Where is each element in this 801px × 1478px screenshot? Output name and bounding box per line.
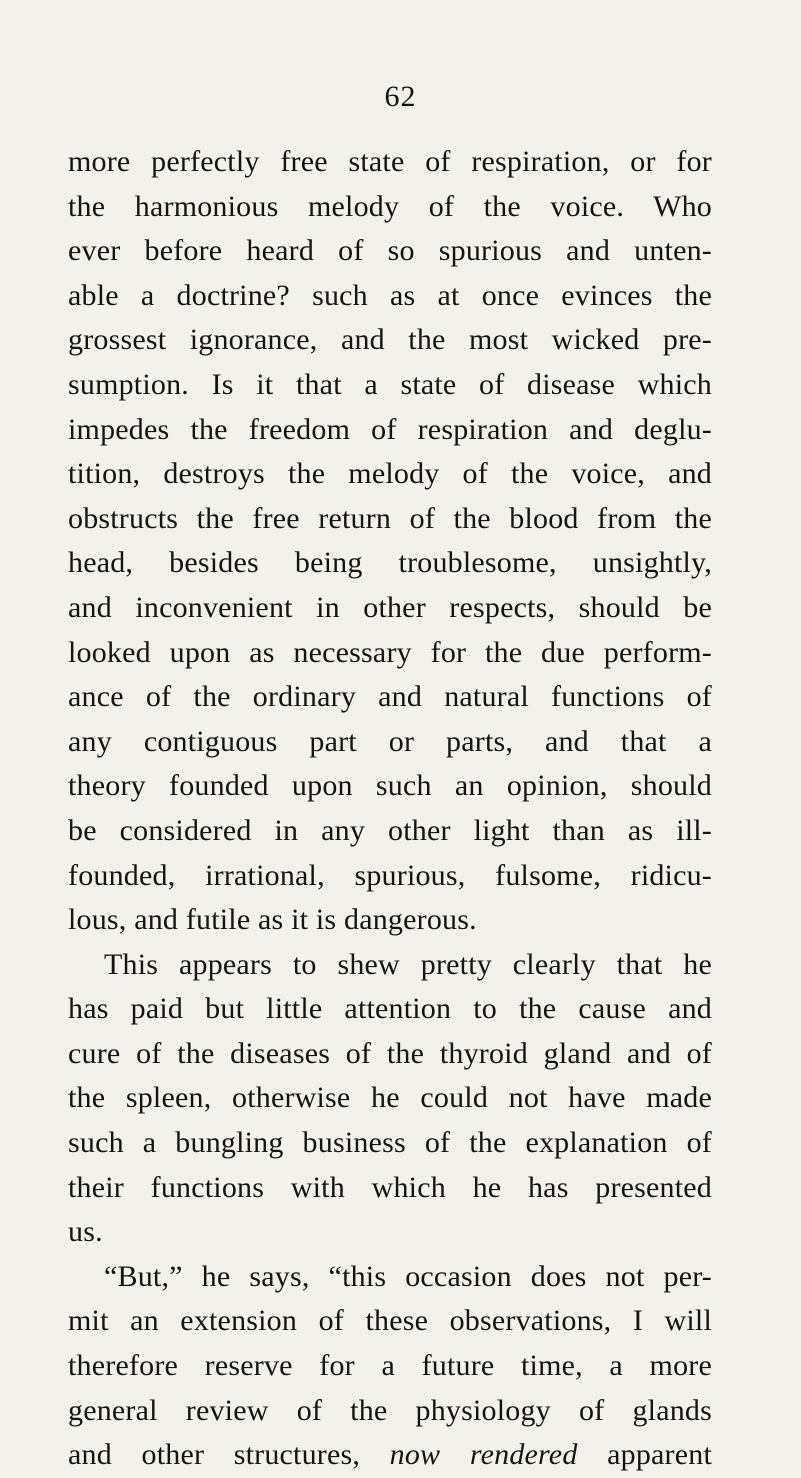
text-line: tition, destroys the melody of the voice, and bbox=[68, 457, 712, 491]
text-line: the spleen, otherwise he could not have made bbox=[68, 1081, 712, 1115]
text-line: theory founded upon such an opinion, should bbox=[68, 769, 712, 803]
text-line: cure of the diseases of the thyroid gland and of bbox=[68, 1036, 712, 1070]
text-line: more perfectly free state of respiration, or for bbox=[68, 145, 712, 178]
text-line: able a doctrine? such as at once evinces the bbox=[68, 278, 712, 312]
text-line: impedes the freedom of respiration and deglu- bbox=[68, 412, 712, 446]
text-line: grossest ignorance, and the most wicked pre- bbox=[68, 323, 712, 357]
text-line: sumption. Is it that a state of disease which bbox=[68, 367, 712, 401]
body-text bbox=[68, 140, 712, 1478]
text-line: their functions with which he has presented bbox=[68, 1170, 712, 1204]
final-line-start: and other structures, bbox=[68, 1438, 361, 1472]
paragraph-end-line: us. bbox=[68, 1215, 103, 1249]
text-line: ance of the ordinary and natural functions of bbox=[68, 680, 712, 714]
text-line: the harmonious melody of the voice. Who bbox=[68, 189, 712, 223]
text-line: general review of the physiology of glands bbox=[68, 1393, 712, 1427]
final-line-end: apparent bbox=[607, 1438, 712, 1472]
text-line: looked upon as necessary for the due perform- bbox=[68, 635, 712, 669]
text-line: therefore reserve for a future time, a more bbox=[68, 1349, 712, 1383]
paragraph-end-line: lous, and futile as it is dangerous. bbox=[68, 903, 477, 937]
paragraph-start-line: This appears to shew pretty clearly that he bbox=[104, 947, 712, 981]
italic-phrase: now rendered bbox=[389, 1438, 578, 1472]
text-line: and inconvenient in other respects, should be bbox=[68, 590, 712, 624]
text-line: has paid but little attention to the cause and bbox=[68, 992, 712, 1026]
text-line: founded, irrational, spurious, fulsome, ridicu- bbox=[68, 858, 712, 892]
paragraph-start-line: “But,” he says, “this occasion does not per- bbox=[104, 1259, 712, 1293]
text-line: mit an extension of these observations, I will bbox=[68, 1304, 712, 1338]
text-line: head, besides being troublesome, unsightly, bbox=[68, 546, 712, 580]
text-line: any contiguous part or parts, and that a bbox=[68, 724, 712, 758]
page-number: 62 bbox=[384, 80, 417, 113]
text-line: ever before heard of so spurious and unten- bbox=[68, 234, 712, 268]
text-line: be considered in any other light than as ill- bbox=[68, 813, 712, 847]
text-line: obstructs the free return of the blood from the bbox=[68, 501, 712, 535]
text-line: such a bungling business of the explanation of bbox=[68, 1126, 712, 1160]
final-text-line bbox=[68, 1433, 712, 1478]
